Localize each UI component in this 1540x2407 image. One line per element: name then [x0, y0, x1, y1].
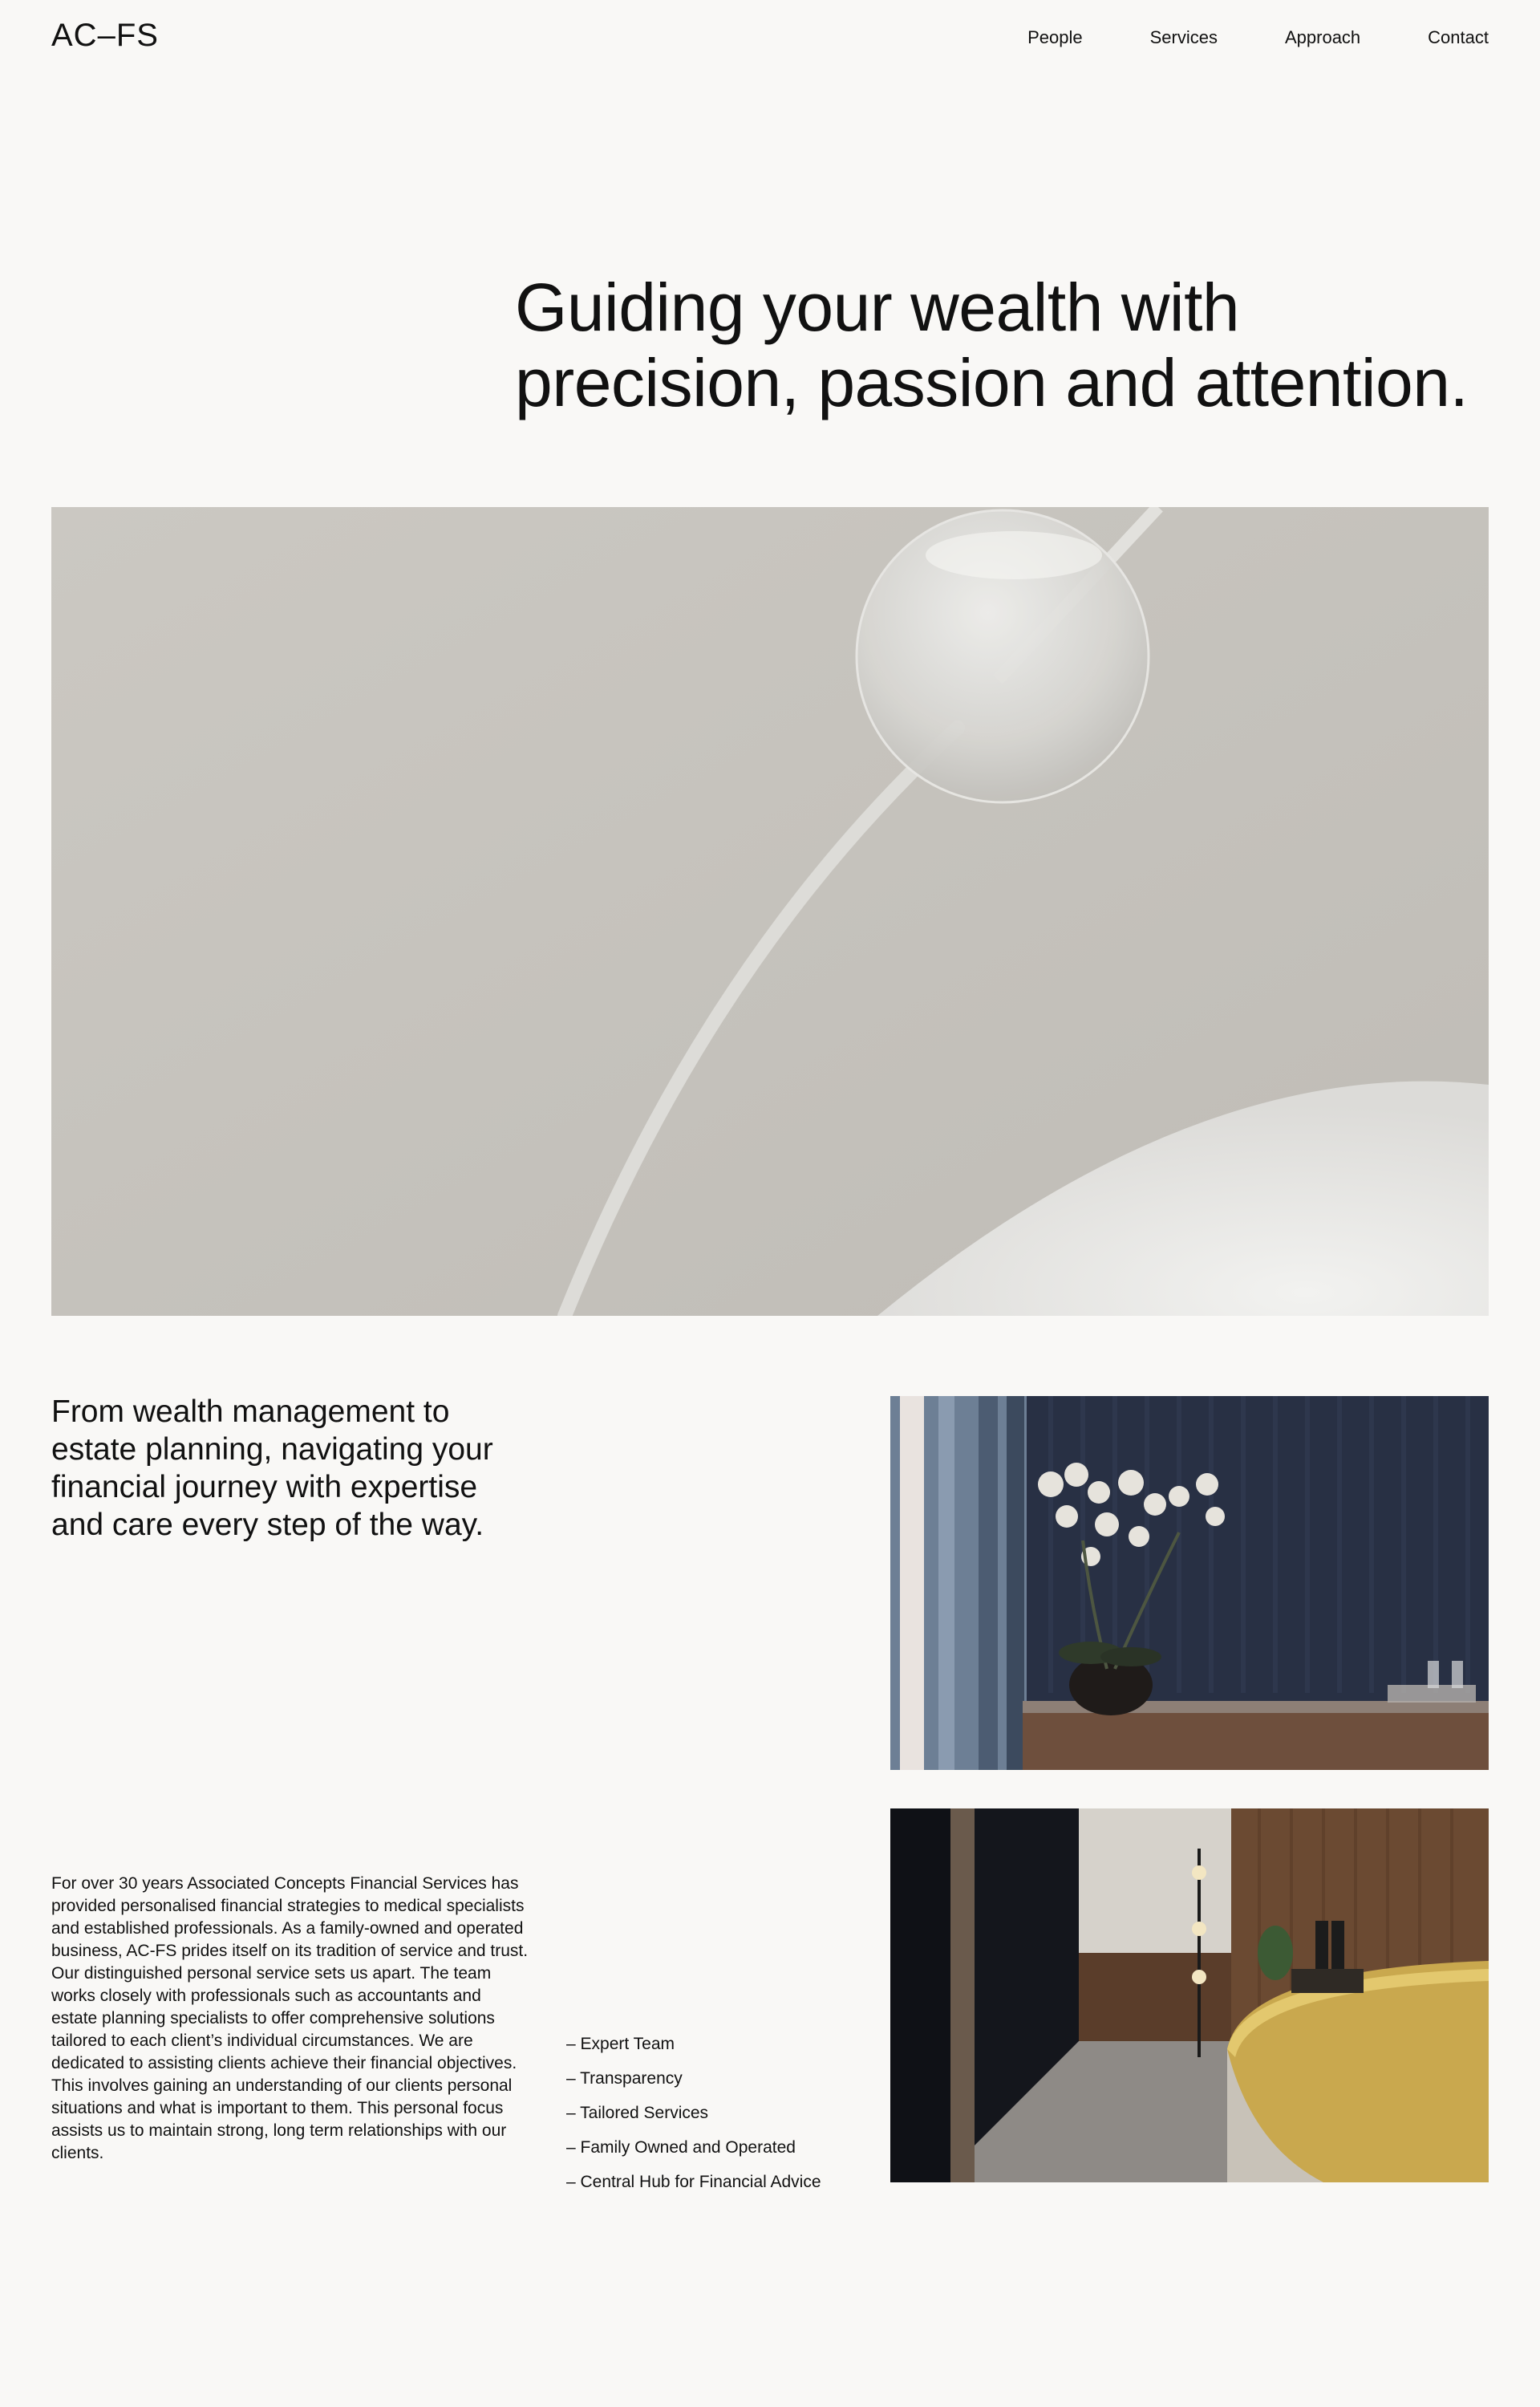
brand-logo[interactable]: AC–FS: [51, 18, 159, 53]
nav-link-people[interactable]: People: [1027, 27, 1083, 47]
hero-image-glass-sphere: [51, 507, 1489, 1316]
nav-link-approach[interactable]: Approach: [1284, 27, 1361, 47]
intro-tagline: From wealth management to estate planning, navigating your financial journey with expertise and care every step of the way.: [51, 1394, 493, 1542]
values-list-item: – Tailored Services: [566, 2104, 709, 2122]
office-orchid-graphic: [890, 1396, 1489, 1770]
hero-image-graphic: [51, 507, 1489, 1316]
values-list-item: – Transparency: [566, 2069, 683, 2088]
main-nav: [1027, 27, 1489, 48]
nav-link-contact[interactable]: Contact: [1428, 27, 1489, 47]
nav-link-services[interactable]: Services: [1149, 27, 1218, 47]
values-list-item: – Expert Team: [566, 2035, 675, 2053]
hero-headline-line-2: precision, passion and attention.: [515, 345, 1469, 420]
hero-headline-line-1: Guiding your wealth with: [515, 270, 1240, 345]
intro-body-text: For over 30 years Associated Concepts Financial Services has provided personalised financial strategies to medical specialists and established professionals. As a family-owned and operated business, AC-FS prides itself on its tradition of service and trust. Our distinguished personal service sets us apart. The team works closely with professionals such as accountants and estate planning specialists to offer comprehensive solutions tailored to each client’s individual circumstances. We are dedicated to assisting clients achieve their financial objectives. This involves gaining an understanding of our clients personal situations and what is important to them. This personal focus assists us to maintain strong, long term relationships with our clients.: [51, 1874, 529, 2162]
values-list-item: – Family Owned and Operated: [566, 2138, 796, 2157]
values-list: [566, 2027, 821, 2199]
office-reception-graphic: [890, 1808, 1489, 2182]
office-reception-image: [890, 1808, 1489, 2182]
hero-headline: [515, 270, 1518, 420]
office-orchid-image: [890, 1396, 1489, 1770]
values-list-item: – Central Hub for Financial Advice: [566, 2173, 821, 2191]
